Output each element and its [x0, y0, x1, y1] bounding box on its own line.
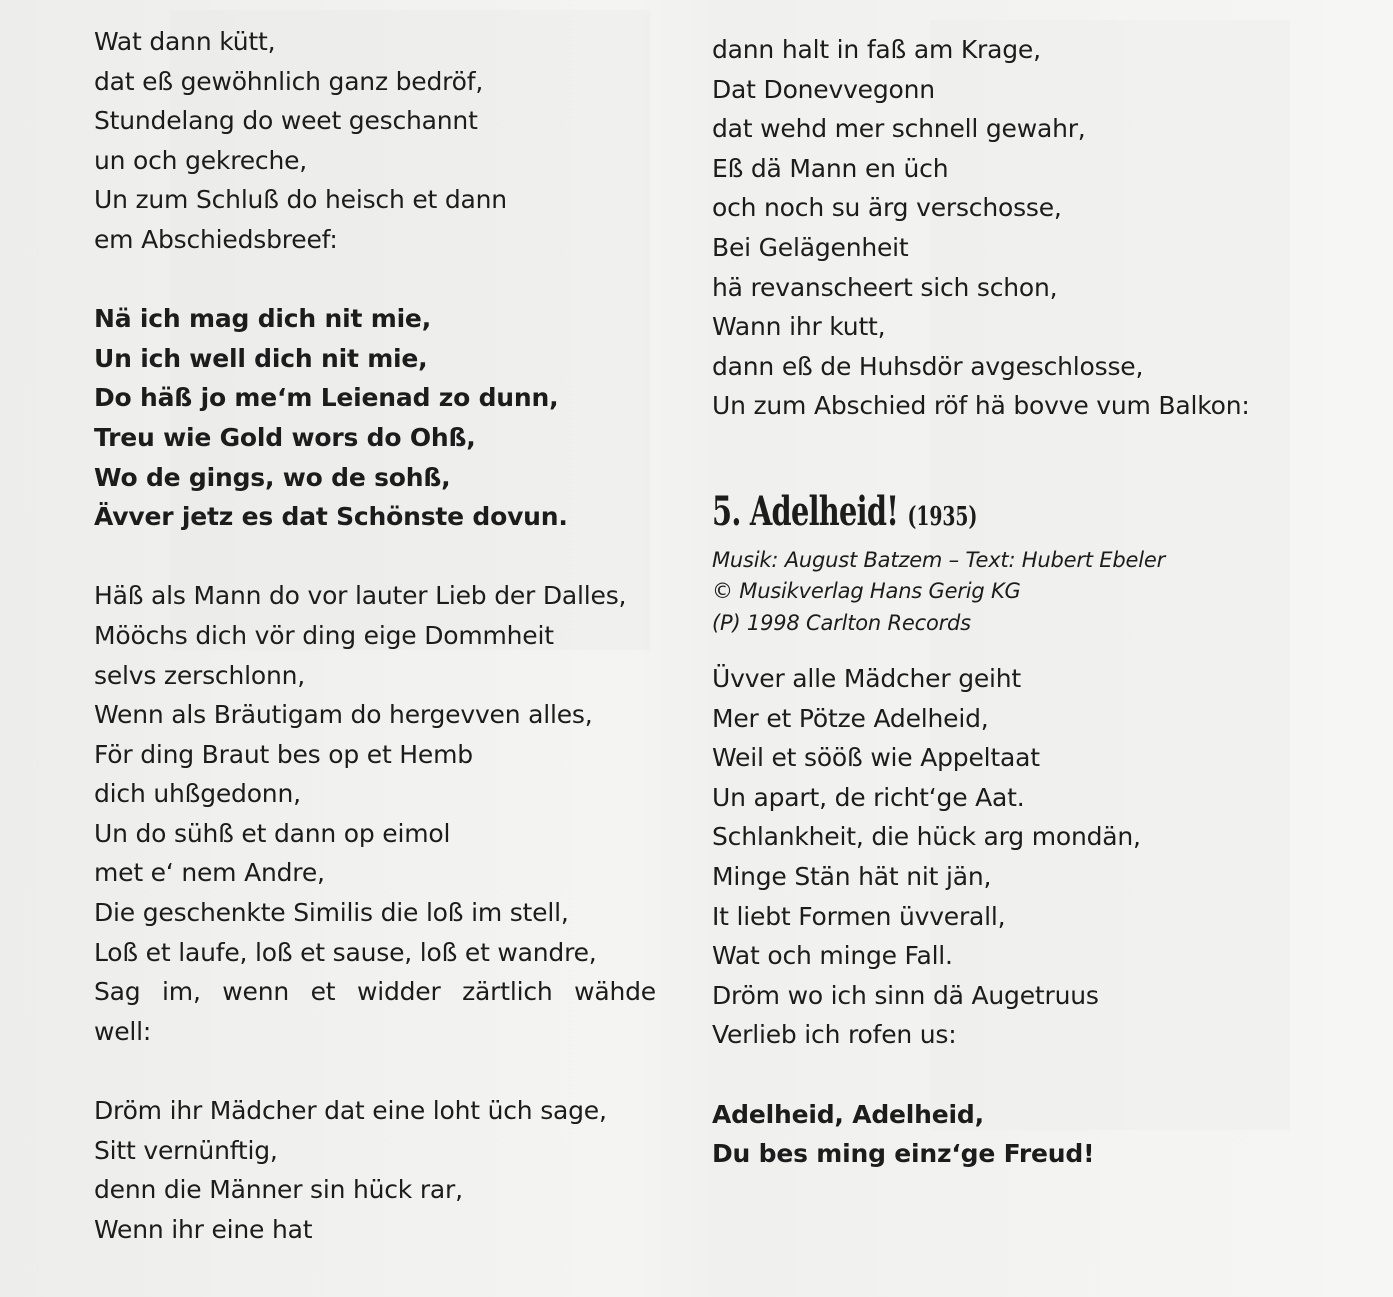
stanza-gap — [94, 260, 684, 300]
song-year: (1935) — [907, 501, 978, 532]
lyric-line: dat eß gewöhnlich ganz bedröf, — [94, 66, 484, 96]
lyric-line: Mer et Pötze Adelheid, — [712, 703, 989, 733]
verse-1 — [94, 22, 684, 260]
chorus — [94, 299, 684, 537]
word: et — [310, 977, 336, 1007]
credit-line: (P) 1998 Carlton Records — [712, 610, 971, 635]
credit-line: © Musikverlag Hans Gerig KG — [712, 579, 1021, 604]
lyric-line: dat wehd mer schnell gewahr, — [712, 114, 1086, 144]
lyric-line: Dröm ihr Mädcher dat eine loht üch sage, — [94, 1096, 607, 1126]
lyric-line: Weil et sööß wie Appeltaat — [712, 743, 1040, 773]
word: im, — [162, 977, 201, 1007]
lyric-line: Die geschenkte Similis die loß im stell, — [94, 898, 569, 928]
lyric-line: denn die Männer sin hück rar, — [94, 1175, 463, 1205]
verse-2 — [94, 576, 684, 1051]
stanza-gap — [712, 1055, 1352, 1095]
lyric-line: dann halt in faß am Krage, — [712, 35, 1041, 64]
lyric-line: Wat och minge Fall. — [712, 941, 953, 971]
stanza-gap — [94, 1051, 684, 1091]
word: widder — [356, 977, 441, 1007]
justified-lyric-line — [94, 972, 656, 1012]
chorus-line: Adelheid, Adelheid, — [712, 1099, 984, 1129]
lyric-line: Un zum Schluß do heisch et dann — [94, 185, 507, 215]
lyric-line: Minge Stän hät nit jän, — [712, 862, 992, 891]
lyric-line: well: — [94, 1016, 152, 1046]
lyric-line: Un apart, de richt‘ge Aat. — [712, 782, 1025, 812]
lyric-line: Bei Gelägenheit — [712, 232, 909, 262]
song-title-text: 5. Adelheid! — [712, 487, 899, 535]
right-column — [712, 30, 1352, 1174]
lyric-line: It liebt Formen üvverall, — [712, 901, 1006, 931]
lyric-line: Mööchs dich vör ding eige Dommheit — [94, 620, 554, 650]
lyric-line: dann eß de Huhsdör avgeschlosse, — [712, 351, 1144, 381]
lyric-line: Häß als Mann do vor lauter Lieb der Dalles, — [94, 581, 627, 611]
lyric-line: em Abschiedsbreef: — [94, 224, 338, 254]
lyric-line: Un do sühß et dann op eimol — [94, 818, 451, 848]
word: wenn — [222, 977, 289, 1007]
lyric-line: För ding Braut bes op et Hemb — [94, 739, 473, 769]
lyric-line: Wann ihr kutt, — [712, 312, 886, 342]
chorus-line: Treu wie Gold wors do Ohß, — [94, 422, 476, 452]
lyric-line: Wenn ihr eine hat — [94, 1214, 313, 1244]
verse-continued — [712, 30, 1352, 426]
lyric-line: selvs zerschlonn, — [94, 660, 305, 690]
chorus-line: Du bes ming einz‘ge Freud! — [712, 1139, 1095, 1169]
lyric-line: Stundelang do weet geschannt — [94, 106, 478, 136]
lyric-line: Wat dann kütt, — [94, 27, 276, 56]
chorus-line: Do häß jo me‘m Leienad zo dunn, — [94, 383, 559, 413]
stanza-gap — [712, 426, 1352, 466]
lyric-line: hä revanscheert sich schon, — [712, 272, 1058, 302]
lyric-line: Schlankheit, die hück arg mondän, — [712, 822, 1141, 852]
song-credits — [712, 545, 1352, 640]
chorus-line: Ävver jetz es dat Schönste dovun. — [94, 502, 568, 532]
lyric-line: un och gekreche, — [94, 145, 308, 175]
word: Sag — [94, 977, 141, 1007]
lyric-line: Sitt vernünftig, — [94, 1135, 278, 1165]
word: zärtlich — [462, 977, 553, 1007]
lyric-line: dich uhßgedonn, — [94, 779, 301, 809]
lyric-line: Eß dä Mann en üch — [712, 153, 949, 183]
lyric-line: met e‘ nem Andre, — [94, 858, 325, 888]
chorus-line: Wo de gings, wo de sohß, — [94, 462, 451, 492]
stanza-gap — [94, 537, 684, 577]
chorus-line: Un ich well dich nit mie, — [94, 343, 428, 373]
song-title — [712, 484, 1173, 545]
lyric-line: Loß et laufe, loß et sause, loß et wandre, — [94, 937, 597, 967]
credit-line: Musik: August Batzem – Text: Hubert Ebeler — [712, 547, 1166, 572]
lyric-line: Verlieb ich rofen us: — [712, 1020, 957, 1050]
lyric-line: Wenn als Bräutigam do hergevven alles, — [94, 700, 593, 730]
word: wähde — [574, 977, 656, 1007]
lyric-line: Dröm wo ich sinn dä Augetruus — [712, 980, 1099, 1010]
lyric-line: och noch su ärg verschosse, — [712, 193, 1062, 223]
chorus-adelheid — [712, 1095, 1352, 1174]
chorus-line: Nä ich mag dich nit mie, — [94, 304, 431, 334]
lyric-line: Üvver alle Mädcher geiht — [712, 664, 1022, 694]
left-column — [94, 22, 684, 1249]
lyric-line: Dat Donevvegonn — [712, 74, 935, 104]
verse-adelheid — [712, 659, 1352, 1055]
verse-3 — [94, 1091, 684, 1249]
lyric-line: Un zum Abschied röf hä bovve vum Balkon: — [712, 391, 1250, 421]
